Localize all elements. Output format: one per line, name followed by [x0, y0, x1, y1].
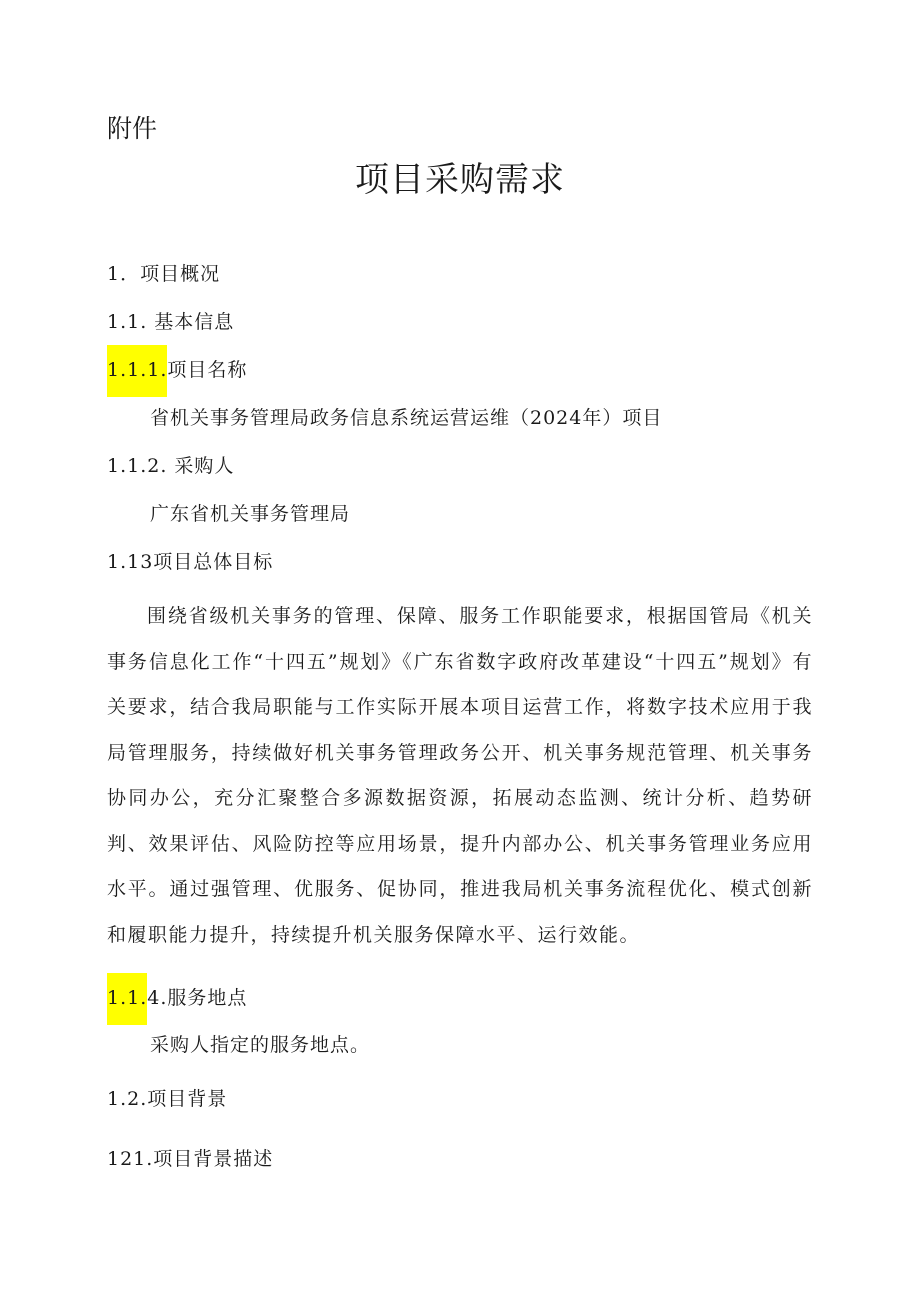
- section-1-1-3-heading: 1.13项目总体目标: [107, 551, 274, 573]
- section-1-heading: 1．项目概况: [107, 263, 221, 285]
- section-1-1-2-heading: 1.1.2. 采购人: [107, 455, 235, 477]
- section-1-2-heading: 1.2.项目背景: [107, 1088, 228, 1110]
- section-1-1-heading: 1.1. 基本信息: [107, 311, 235, 333]
- highlighted-section-number: 1.1.1.: [107, 345, 167, 397]
- section-1-1-4-heading: [107, 983, 247, 1013]
- document-title: 项目采购需求: [355, 160, 565, 200]
- service-location-text: 采购人指定的服务地点。: [150, 1034, 371, 1056]
- project-goal-paragraph: 围绕省级机关事务的管理、保障、服务工作职能要求，根据国管局《机关事务信息化工作“十四五”规划》《广东省数字政府改革建设“十四五”规划》有关要求，结合我局职能与工作实际开展本项目运营工作，将数字技术应用于我局管理服务，持续做好机关事务管理政务公开、机关事务规范管理、机关事务协同办公，充分汇聚整合多源数据资源，拓展动态监测、统计分析、趋势研判、效果评估、风险防控等应用场景，提升内部办公、机关事务管理业务应用水平。通过强管理、优服务、促协同，推进我局机关事务流程优化、模式创新和履职能力提升，持续提升机关服务保障水平、运行效能。: [107, 605, 813, 946]
- attachment-label: 附件: [107, 114, 158, 143]
- section-1-2-1-heading: 121.项目背景描述: [107, 1148, 274, 1170]
- project-name-text: 省机关事务管理局政务信息系统运营运维（2024年）项目: [150, 407, 663, 429]
- purchaser-text: 广东省机关事务管理局: [150, 503, 351, 525]
- section-1-1-4-label: 4.服务地点: [147, 987, 248, 1009]
- section-1-1-1-heading: [107, 355, 247, 385]
- section-1-1-1-label: 项目名称: [167, 359, 248, 381]
- highlighted-section-number: 1.1.: [107, 973, 147, 1025]
